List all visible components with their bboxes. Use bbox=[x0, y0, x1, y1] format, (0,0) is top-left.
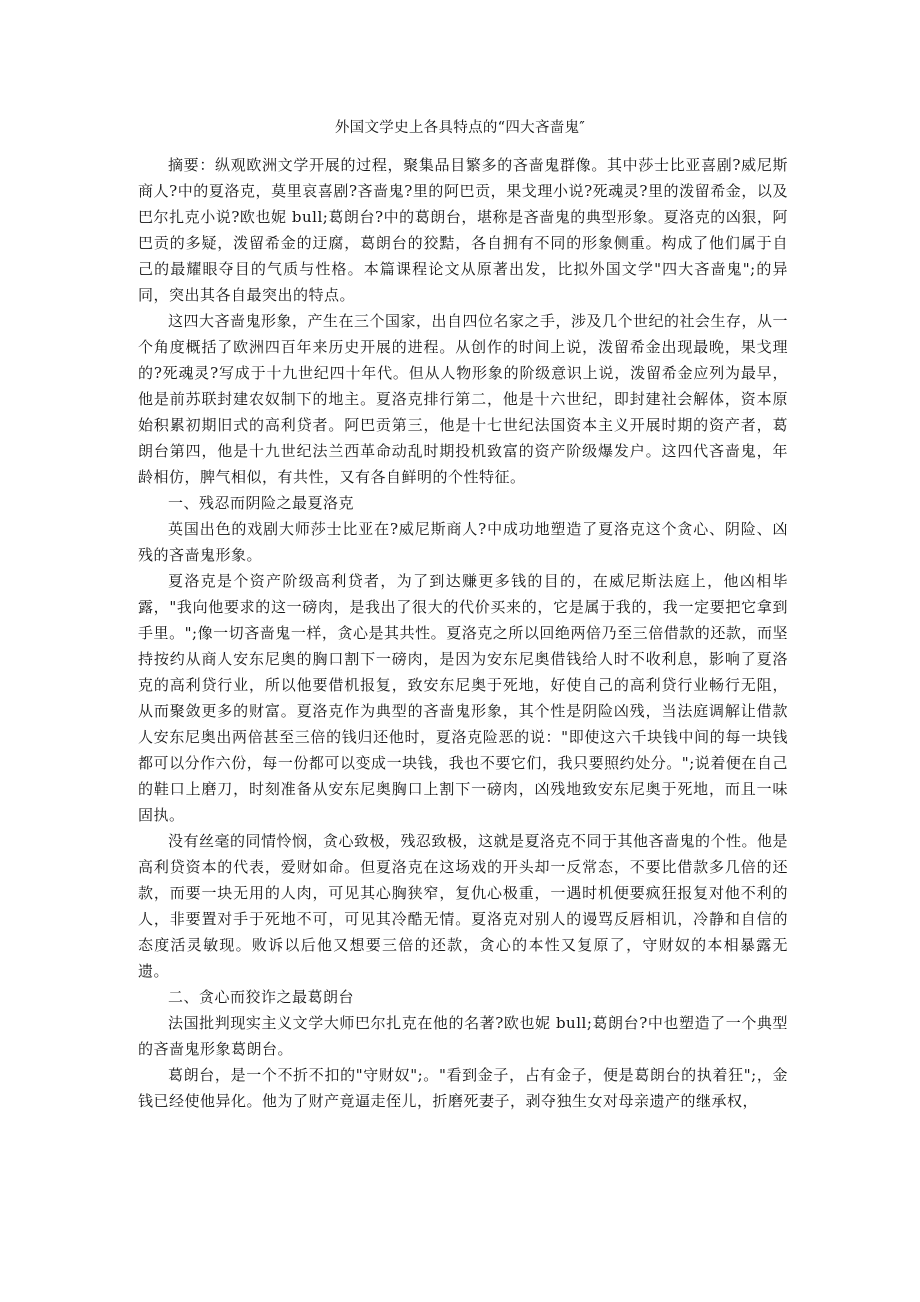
body-paragraph: 夏洛克是个资产阶级高利贷者，为了到达赚更多钱的目的，在威尼斯法庭上，他凶相毕露，"我向他要求的这一磅肉，是我出了很大的代价买来的，它是属于我的，我一定要把它拿到手里。";像一切吝啬鬼一样，贪心是其共性。夏洛克之所以回绝两倍乃至三倍借款的还款，而坚持按约从商人安东尼奥的胸口割下一磅肉，是因为安东尼奥借钱给人时不收利息，影响了夏洛克的高利贷行业，所以他要借机报复，致安东尼奥于死地，好使自己的高利贷行业畅行无阻，从而聚敛更多的财富。夏洛克作为典型的吝啬鬼形象，其个性是阴险凶残，当法庭调解让借款人安东尼奥出两倍甚至三倍的钱归还他时，夏洛克险恶的说："即使这六千块钱中间的每一块钱都可以分作六份，每一份都可以变成一块钱，我也不要它们，我只要照约处分。";说着便在自己的鞋口上磨刀，时刻准备从安东尼奥胸口上割下一磅肉，凶残地致安东尼奥于死地，而且一味固执。 bbox=[138, 572, 788, 824]
document-body bbox=[138, 152, 788, 1114]
abstract-paragraph: 摘要：纵观欧洲文学开展的过程，聚集品目繁多的吝啬鬼群像。其中莎士比亚喜剧?威尼斯商人?中的夏洛克，莫里哀喜剧?吝啬鬼?里的阿巴贡，果戈理小说?死魂灵?里的泼留希金，以及巴尔扎克小说?欧也妮 bull;葛朗台?中的葛朗台，堪称是吝啬鬼的典型形象。夏洛克的凶狠，阿巴贡的多疑，泼留希金的迂腐，葛朗台的狡黠，各自拥有不同的形象侧重。构成了他们属于自己的最耀眼夺目的气质与性格。本篇课程论文从原著出发，比拟外国文学"四大吝啬鬼";的异同，突出其各自最突出的特点。 bbox=[138, 156, 788, 304]
body-paragraph: 英国出色的戏剧大师莎士比亚在?威尼斯商人?中成功地塑造了夏洛克这个贪心、阴险、凶残的吝啬鬼形象。 bbox=[138, 520, 788, 564]
body-paragraph: 法国批判现实主义文学大师巴尔扎克在他的名著?欧也妮 bull;葛朗台?中也塑造了一个典型的吝啬鬼形象葛朗台。 bbox=[138, 1014, 788, 1058]
section-heading-shylock: 一、残忍而阴险之最夏洛克 bbox=[168, 494, 355, 512]
body-paragraph: 没有丝毫的同情怜悯，贪心致极，残忍致极，这就是夏洛克不同于其他吝啬鬼的个性。他是高利贷资本的代表，爱财如命。但夏洛克在这场戏的开头却一反常态，不要比借款多几倍的还款，而要一块无用的人肉，可见其心胸狭窄，复仇心极重，一遇时机便要疯狂报复对他不利的人，非要置对手于死地不可，可见其冷酷无情。夏洛克对别人的谩骂反唇相讥，冷静和自信的态度活灵敏现。败诉以后他又想要三倍的还款，贪心的本性又复原了，守财奴的本相暴露无遗。 bbox=[138, 832, 789, 980]
body-paragraph: 葛朗台，是一个不折不扣的"守财奴";。"看到金子，占有金子，便是葛朗台的执着狂";，金钱已经使他异化。他为了财产竟逼走侄儿，折磨死妻子，剥夺独生女对母亲遗产的继承权， bbox=[138, 1066, 788, 1110]
section-heading-grandet: 二、贪心而狡诈之最葛朗台 bbox=[168, 988, 355, 1006]
intro-paragraph: 这四大吝啬鬼形象，产生在三个国家，出自四位名家之手，涉及几个世纪的社会生存，从一个角度概括了欧洲四百年来历史开展的进程。从创作的时间上说，泼留希金出现最晚，果戈理的?死魂灵?写成于十九世纪四十年代。但从人物形象的阶级意识上说，泼留希金应列为最早，他是前苏联封建农奴制下的地主。夏洛克排行第二，他是十六世纪，即封建社会解体，资本原始积累初期旧式的高利贷者。阿巴贡第三，他是十七世纪法国资本主义开展时期的资产者，葛朗台第四，他是十九世纪法兰西革命动乱时期投机致富的资产阶级爆发户。这四代吝啬鬼，年龄相仿，脾气相似，有共性，又有各自鲜明的个性特征。 bbox=[138, 312, 789, 486]
document-title: 外国文学史上各具特点的“四大吝啬鬼″ bbox=[334, 120, 586, 136]
